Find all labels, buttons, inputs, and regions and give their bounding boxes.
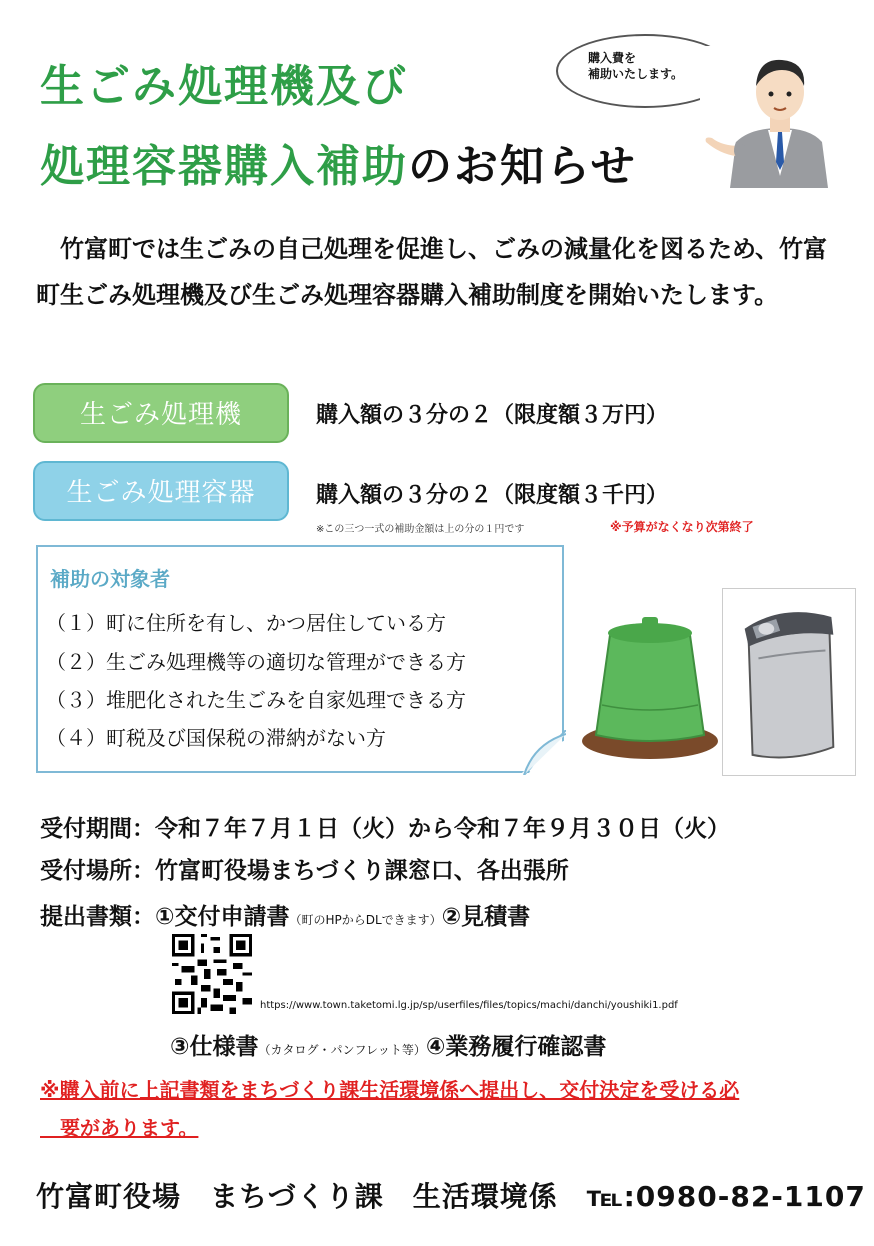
doc-application: 提出書類：①交付申請書 xyxy=(40,904,290,930)
title-green-part: 処理容器購入補助 xyxy=(40,141,408,192)
compost-container-image xyxy=(580,605,720,765)
doc-specification-note: （カタログ・パンフレット等） xyxy=(258,1043,426,1057)
subsidy-machine-label: 生ごみ処理機 xyxy=(33,383,289,443)
title-black-part: のお知らせ xyxy=(408,141,637,192)
speech-bubble-line1: 購入費を xyxy=(588,51,637,65)
reception-place: 受付場所：竹富町役場まちづくり課窓口、各出張所 xyxy=(40,858,569,884)
eligibility-item: （１）町に住所を有し、かつ居住している方 xyxy=(46,611,446,635)
subsidy-container-desc: 購入額の３分の２（限度額３千円） xyxy=(316,483,669,508)
qr-code-icon[interactable] xyxy=(172,934,252,1014)
eligibility-item: （２）生ごみ処理機等の適切な管理ができる方 xyxy=(46,650,466,674)
required-documents xyxy=(40,898,530,931)
eligibility-title: 補助の対象者 xyxy=(50,567,170,591)
page-title-line2 xyxy=(40,130,637,194)
intro-text: 竹富町では生ごみの自己処理を促進し、ごみの減量化を図るため、竹富町生ごみ処理機及び生ごみ処理容器購入補助制度を開始いたします。 xyxy=(36,235,828,309)
subsidy-machine-desc: 購入額の３分の２（限度額３万円） xyxy=(316,403,669,428)
subsidy-small-note: ※この三つ一式の補助金額は上の分の１円です xyxy=(316,524,525,535)
doc-application-note: （町のHPからDLできます） xyxy=(289,913,442,927)
reception-period: 受付期間：令和７年７月１日（火）から令和７年９月３０日（火） xyxy=(40,816,730,842)
warning-line2: 要があります。 xyxy=(40,1116,199,1140)
eligibility-box-fold xyxy=(520,730,566,775)
page-title-line1: 生ごみ処理機及び xyxy=(40,61,408,112)
businessman-illustration xyxy=(700,46,834,188)
required-documents-2 xyxy=(170,1028,606,1061)
doc-specification: ③仕様書 xyxy=(170,1034,259,1060)
budget-note: ※予算がなくなり次第終了 xyxy=(610,520,754,534)
application-form-url[interactable]: https://www.town.taketomi.lg.jp/sp/userfiles/files/topics/machi/danchi/youshiki1.pdf xyxy=(260,1000,678,1011)
contact-footer: 竹富町役場 まちづくり課 生活環境係 ℡:0980-82-1107 xyxy=(36,1180,866,1213)
warning-line1: ※購入前に上記書類をまちづくり課生活環境係へ提出し、交付決定を受ける必 xyxy=(40,1078,740,1102)
doc-completion-confirm: ④業務履行確認書 xyxy=(425,1034,607,1060)
speech-bubble-line2: 補助いたします。 xyxy=(588,67,684,81)
eligibility-item: （３）堆肥化された生ごみを自家処理できる方 xyxy=(46,688,466,712)
subsidy-container-label: 生ごみ処理容器 xyxy=(33,461,289,521)
eligibility-item: （４）町税及び国保税の滞納がない方 xyxy=(46,726,386,750)
doc-estimate: ②見積書 xyxy=(441,904,531,930)
garbage-processor-image xyxy=(722,588,856,776)
